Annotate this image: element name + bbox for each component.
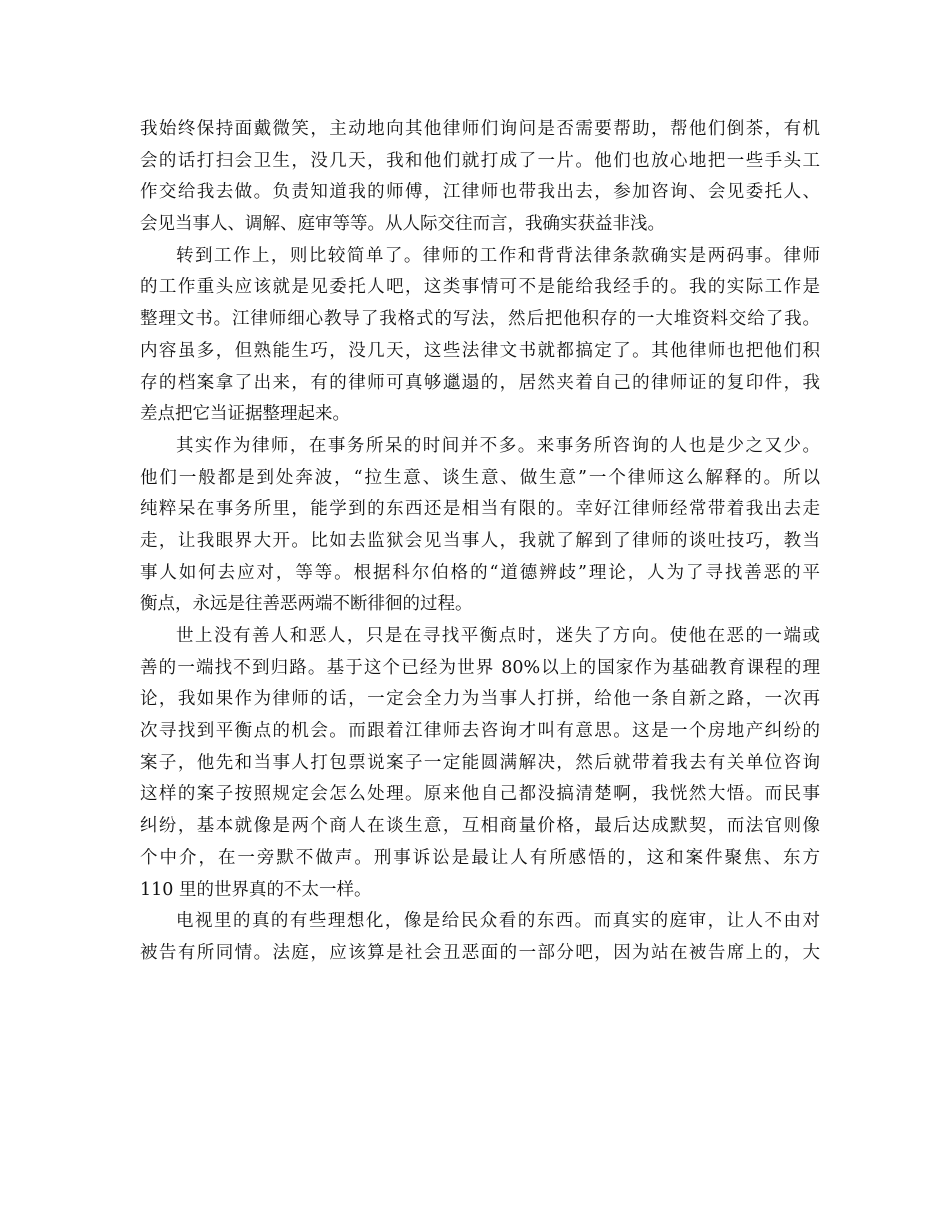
text-line: 会见当事人、调解、庭审等等。从人际交往而言，我确实获益非浅。 [140, 214, 665, 235]
text-line: 整理文书。江律师细心教导了我格式的写法，然后把他积存的一大堆资料交给了我。 [140, 309, 820, 330]
text-line: 电视里的真的有些理想化，像是给民众看的东西。而真实的庭审，让人不由对 [176, 911, 820, 932]
text-line: 案子，他先和当事人打包票说案子一定能圆满解决，然后就带着我去有关单位咨询 [140, 752, 820, 773]
text-line: 纯粹呆在事务所里，能学到的东西还是相当有限的。幸好江律师经常带着我出去走 [140, 499, 820, 520]
text-line: 个中介，在一旁默不做声。刑事诉讼是最让人有所感悟的，这和案件聚焦、东方 [140, 847, 820, 868]
text-line: 我始终保持面戴微笑，主动地向其他律师们询问是否需要帮助，帮他们倒茶，有机 [140, 119, 820, 139]
text-line: 次寻找到平衡点的机会。而跟着江律师去咨询才叫有意思。这是一个房地产纠纷的 [140, 721, 820, 742]
text-line: 会的话打扫会卫生，没几天，我和他们就打成了一片。他们也放心地把一些手头工 [140, 150, 820, 171]
text-line: 善的一端找不到归路。基于这个已经为世界 80%以上的国家作为基础教育课程的理 [140, 657, 820, 678]
text-line: 纠纷，基本就像是两个商人在谈生意，互相商量价格，最后达成默契，而法官则像 [140, 816, 820, 837]
text-line: 被告有所同情。法庭，应该算是社会丑恶面的一部分吧，因为站在被告席上的，大 [140, 942, 820, 963]
text-line: 差点把它当证据整理起来。 [140, 404, 350, 425]
text-line: 作交给我去做。负责知道我的师傅，江律师也带我出去，参加咨询、会见委托人、 [140, 182, 820, 203]
text-line: 衡点，永远是往善恶两端不断徘徊的过程。 [140, 594, 473, 615]
text-line: 转到工作上，则比较简单了。律师的工作和背背法律条款确实是两码事。律师 [176, 245, 820, 266]
text-line: 这样的案子按照规定会怎么处理。原来他自己都没搞清楚啊，我恍然大悟。而民事 [140, 784, 820, 805]
document-body [140, 114, 820, 970]
text-line: 他们一般都是到处奔波，“拉生意、谈生意、做生意”一个律师这么解释的。所以 [140, 467, 820, 488]
text-line: 存的档案拿了出来，有的律师可真够邋遢的，居然夹着自己的律师证的复印件，我 [140, 372, 820, 393]
text-line: 110 里的世界真的不太一样。 [140, 879, 372, 900]
text-line: 世上没有善人和恶人，只是在寻找平衡点时，迷失了方向。使他在恶的一端或 [176, 626, 820, 646]
text-line: 的工作重头应该就是见委托人吧，这类事情可不是能给我经手的。我的实际工作是 [140, 277, 820, 298]
text-line: 事人如何去应对，等等。根据科尔伯格的“道德辨歧”理论，人为了寻找善恶的平 [140, 562, 820, 583]
text-line: 内容虽多，但熟能生巧，没几天，这些法律文书就都搞定了。其他律师也把他们积 [140, 340, 820, 361]
text-line: 论，我如果作为律师的话，一定会全力为当事人打拼，给他一条自新之路，一次再 [140, 689, 820, 710]
text-line: 走，让我眼界大开。比如去监狱会见当事人，我就了解到了律师的谈吐技巧，教当 [140, 530, 820, 551]
text-line: 其实作为律师，在事务所呆的时间并不多。来事务所咨询的人也是少之又少。 [176, 435, 820, 456]
